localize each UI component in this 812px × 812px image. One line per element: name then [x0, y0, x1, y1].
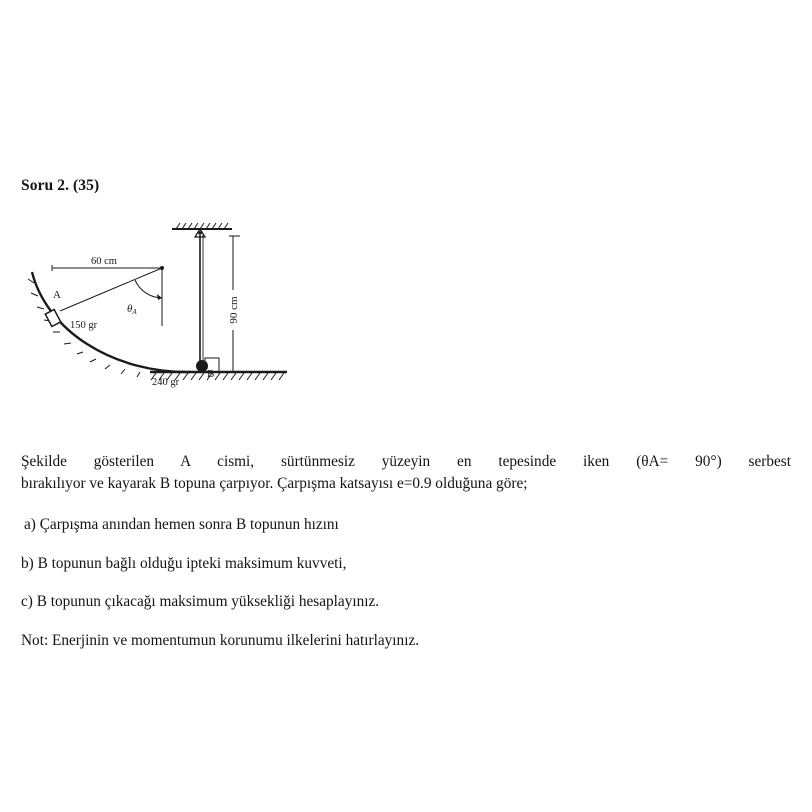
label-ball-b: B	[207, 368, 215, 380]
label-radius: 60 cm	[91, 256, 117, 267]
part-b: b) B topunun bağlı olduğu ipteki maksimum kuvveti,	[21, 555, 347, 572]
label-mass-a: 150 gr	[70, 320, 98, 331]
label-rope-length: 90 cm	[228, 296, 240, 324]
label-block-a: A	[53, 289, 61, 301]
problem-statement	[21, 451, 791, 495]
question-title: Soru 2. (35)	[21, 177, 100, 194]
part-a: a) Çarpışma anından hemen sonra B topunun hızını	[24, 516, 339, 533]
label-theta: θA	[127, 303, 137, 316]
figure-svg	[0, 215, 300, 415]
problem-figure	[0, 215, 300, 415]
ceiling-support	[172, 223, 232, 237]
statement-line-1: Şekilde gösterilen A cismi, sürtünmesiz yüzeyin en tepesinde iken (θA= 90°) serbest	[21, 453, 791, 470]
radius-to-block	[60, 268, 162, 311]
block-a	[45, 309, 60, 326]
arc-center	[160, 266, 164, 270]
note: Not: Enerjinin ve momentumun korunumu ilkelerini hatırlayınız.	[21, 632, 420, 649]
statement-line-2: bırakılıyor ve kayarak B topuna çarpıyor. Çarpışma katsayısı e=0.9 olduğuna göre;	[21, 475, 528, 492]
label-mass-b: 240 gr	[152, 377, 180, 388]
part-c: c) B topunun çıkacağı maksimum yüksekliği hesaplayınız.	[21, 593, 380, 610]
